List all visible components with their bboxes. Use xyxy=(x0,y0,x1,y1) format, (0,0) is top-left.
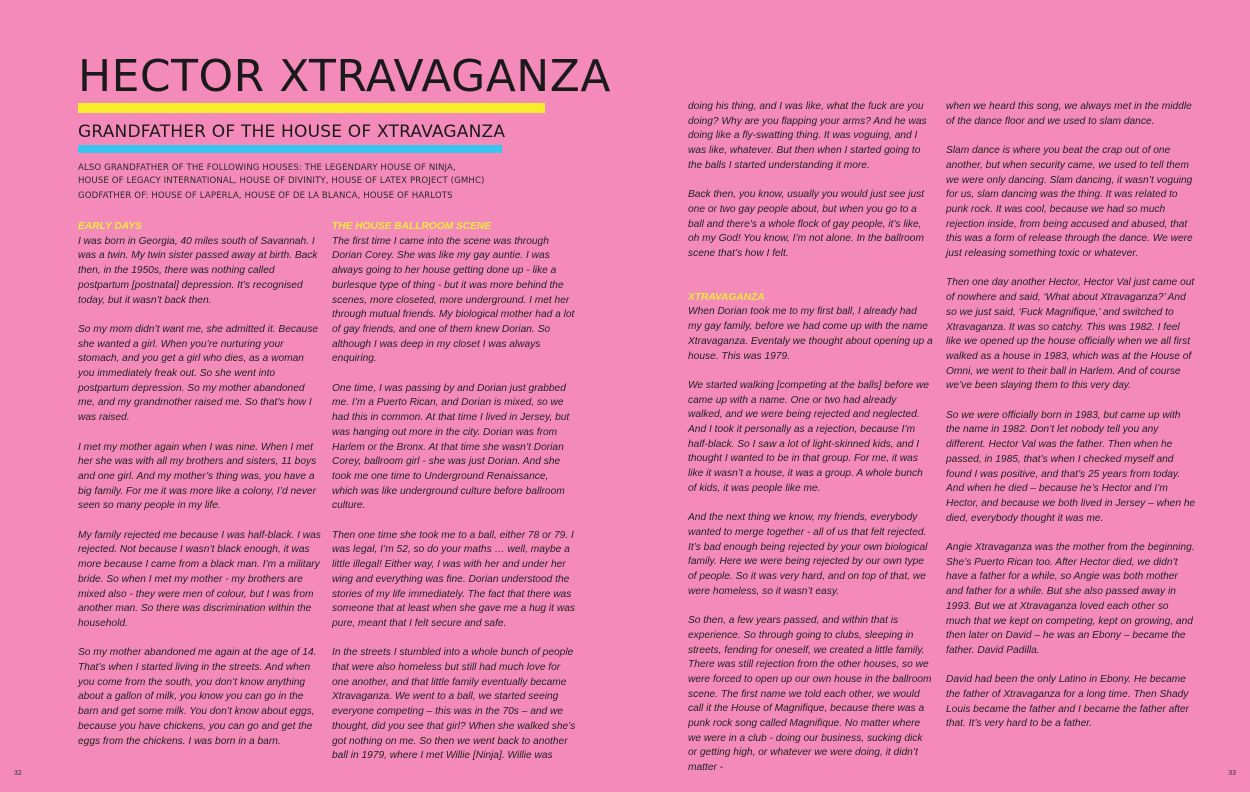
paragraph: I was born in Georgia, 40 miles south of Savannah. I was a twin. My twin sister passed away at birth. Back then, in the 1950s, there was nothing called postpartum [postnatal] depression. It’s recognised today, but it wasn’t back then. xyxy=(78,235,318,306)
section-heading-ballroom-scene: THE HOUSE BALLROOM SCENE xyxy=(332,221,492,232)
meta-line-3: GODFATHER OF: HOUSE OF LAPERLA, HOUSE OF DE LA BLANCA, HOUSE OF HARLOTS xyxy=(78,191,453,201)
paragraph: Then one time she took me to a ball, either 78 or 79. I was legal, I’m 52, so do your maths … well, maybe a little illegal! Either way, I was with her and under her wing and everything was fine. Dorian understood the stories of my life immediately. The fact that there was someone that at least when she gave me a hug it was pure, meant that I felt secure and safe. xyxy=(332,529,575,629)
subtitle-underline-blue xyxy=(78,145,502,153)
paragraph: So my mom didn’t want me, she admitted it. Because she wanted a girl. When you’re nurturing your stomach, and you get a girl who dies, as a woman you immediately freak out. So she went into postpartum depression. So my mother abandoned me, and my grandmother raised me. So that’s how I was raised. xyxy=(78,323,319,424)
paragraph: And the next thing we know, my friends, everybody wanted to merge together - all of us that felt rejected. It’s bad enough being rejected by your own biological family. Here we were being rejected by our own type of people. So it was very hard, and on top of that, we were homeless, so it wasn’t easy. xyxy=(688,512,928,597)
column-2 xyxy=(332,220,577,779)
paragraph: I met my mother again when I was nine. When I met her she was with all my brothers and sisters, 11 boys and one girl. And my mother’s thing was, you have a big family. For me it was more like a colony, I’d never seen so many people in my life. xyxy=(78,441,317,512)
page-title: HECTOR XTRAVAGANZA xyxy=(78,51,611,102)
page-subtitle: GRANDFATHER OF THE HOUSE OF XTRAVAGANZA xyxy=(78,122,506,142)
paragraph: So we were officially born in 1983, but came up with the name in 1982. Don’t let nobody tell you any different. Hector Val was the father. Then when he passed, in 1985, that’s when I checked myself and found I was positive, and that’s 25 years from today. And when he died – because he’s Hector and I’m Hector, and because we both lived in Jersey – when he died, everybody thought it was me. xyxy=(946,409,1196,524)
paragraph: My family rejected me because I was half-black. I was rejected. Not because I wasn’t black enough, it was more because I came from a black man. I’m a military bride. So when I met my mother - my brothers are mixed also - they were men of colour, but I was from another man. So there was discrimination within the household. xyxy=(78,529,321,629)
page-number-left: 32 xyxy=(14,770,22,777)
meta-line-1: ALSO GRANDFATHER OF THE FOLLOWING HOUSES: THE LEGENDARY HOUSE OF NINJA, xyxy=(78,163,456,173)
section-heading-early-days: EARLY DAYS xyxy=(78,221,142,232)
section-heading-xtravaganza: XTRAVAGANZA xyxy=(688,291,765,303)
paragraph: When Dorian took me to my first ball, I already had my gay family, before we had come up with the name Xtravaganza. Eventaly we thought about opening up a house. This was 1979. xyxy=(688,306,933,362)
paragraph: Angie Xtravaganza was the mother from the beginning. She’s Puerto Rican too. After Hector died, we didn’t have a father for a while, so Angie was both mother and father for a while. But she also passed away in 1993. But we at Xtravaganza loved each other so much that we kept on competing, kept on growing, and then later on David – he was an Ebony – became the father. David Padilla. xyxy=(946,542,1195,656)
paragraph: when we heard this song, we always met in the middle of the dance floor and we used to slam dance. xyxy=(946,101,1192,127)
meta-line-2: HOUSE OF LEGACY INTERNATIONAL, HOUSE OF DIVINITY, HOUSE OF LATEX PROJECT (GMHC) xyxy=(78,176,485,186)
paragraph: So my mother abandoned me again at the age of 14. That’s when I started living in the streets. And when you come from the south, you don’t know anything about a gallon of milk, you know you can go in the barn and get some milk. You don’t know about eggs, because you have chickens, you can go and get the eggs from the chickens. I was born in a barn. xyxy=(78,647,317,747)
paragraph: doing his thing, and I was like, what the fuck are you doing? Why are you flapping your arms? And he was doing like a fly-swatting thing. It was voguing, and I was like, whatever. But then when I started going to the balls I started understanding it more. xyxy=(688,101,927,171)
paragraph: Then one day another Hector, Hector Val just came out of nowhere and said, ‘What about Xtravaganza?’ And so we just said, ‘Fuck Magnifique,’ and switched to Xtravaganza. It was so catchy. This was 1982. I feel like we opened up the house officially when we all first walked as a house in 1983, which was at the House of Omni, we went to their ball in Harlem. And of course we’ve been slaying them to this very day. xyxy=(946,277,1195,392)
column-4 xyxy=(946,100,1196,747)
column-1 xyxy=(78,220,323,764)
paragraph: The first time I came into the scene was through Dorian Corey. She was like my gay auntie. I was always going to her house getting done up - like a burlesque type of thing - but it was more behind the scenes, more closeted, more underground. I met her through mutual friends. My biological mother had a lot of gay friends, and one of them knew Dorian. So although I was deep in my closet I was always enquiring. xyxy=(332,235,575,365)
paragraph: We started walking [competing at the balls] before we came up with a name. One or two had already walked, and we were being rejected and neglected. And I took it personally as a rejection, because I’m half-black. So I saw a lot of light-skinned kids, and I thought I wanted to be in that group. For me, it was like it wasn’t a house, it was a group. A whole bunch of kids, it was people like me. xyxy=(688,379,930,494)
paragraph: In the streets I stumbled into a whole bunch of people that were also homeless but still had much love for one another, and that little family eventually became Xtravaganza. We went to a ball, we started seeing everyone competing – this was in the 70s – and we thought, did you see that girl? When she walked she’s got nothing on me. So then we went back to another ball in 1979, where I met Willie [Ninja]. Willie was xyxy=(332,647,576,762)
house-affiliations xyxy=(78,162,538,205)
title-underline-yellow xyxy=(78,103,545,113)
column-3 xyxy=(688,100,933,791)
page-number-right: 33 xyxy=(1228,770,1236,777)
paragraph: One time, I was passing by and Dorian just grabbed me. I’m a Puerto Rican, and Dorian is mixed, so we had this in common. At that time I lived in Jersey, but was hanging out more in the city. Dorian was from Harlem or the Bronx. At that time she wasn’t Dorian Corey, ballroom girl - she was just Dorian. And she took me one time to Underground Renaissance, which was like underground culture before ballroom culture. xyxy=(332,382,570,512)
paragraph: David had been the only Latino in Ebony. He became the father of Xtravaganza for a long time. Then Shady Louis became the father and I became the father after that. It’s very hard to be a father. xyxy=(946,674,1189,730)
paragraph: Slam dance is where you beat the crap out of one another, but when security came, we used to tell them we were only dancing. Slam dancing, it wasn’t voguing for us, slam dancing was the thing. It was related to punk rock. It was cool, because we had so much rejection inside, from being accused and abused, that this was a form of release through the dance. We were just releasing something toxic or whatever. xyxy=(946,145,1193,260)
paragraph: So then, a few years passed, and within that is experience. So through going to clubs, sleeping in streets, fending for oneself, we created a little family. There was still rejection from the other houses, so we were forced to open up our own house in the ballroom scene. The first name we told each other, we would call it the House of Magnifique, because there was a punk rock song called Magnifique. No matter where we were in a club - doing our business, sucking dick or getting high, or whatever we were doing, it didn’t matter - xyxy=(688,615,932,774)
paragraph: Back then, you know, usually you would just see just one or two gay people about, but when you go to a ball and there’s a whole flock of gay people, it’s like, oh my God! You know, I’m not alone. In the ballroom scene that’s how I felt. xyxy=(688,189,925,260)
